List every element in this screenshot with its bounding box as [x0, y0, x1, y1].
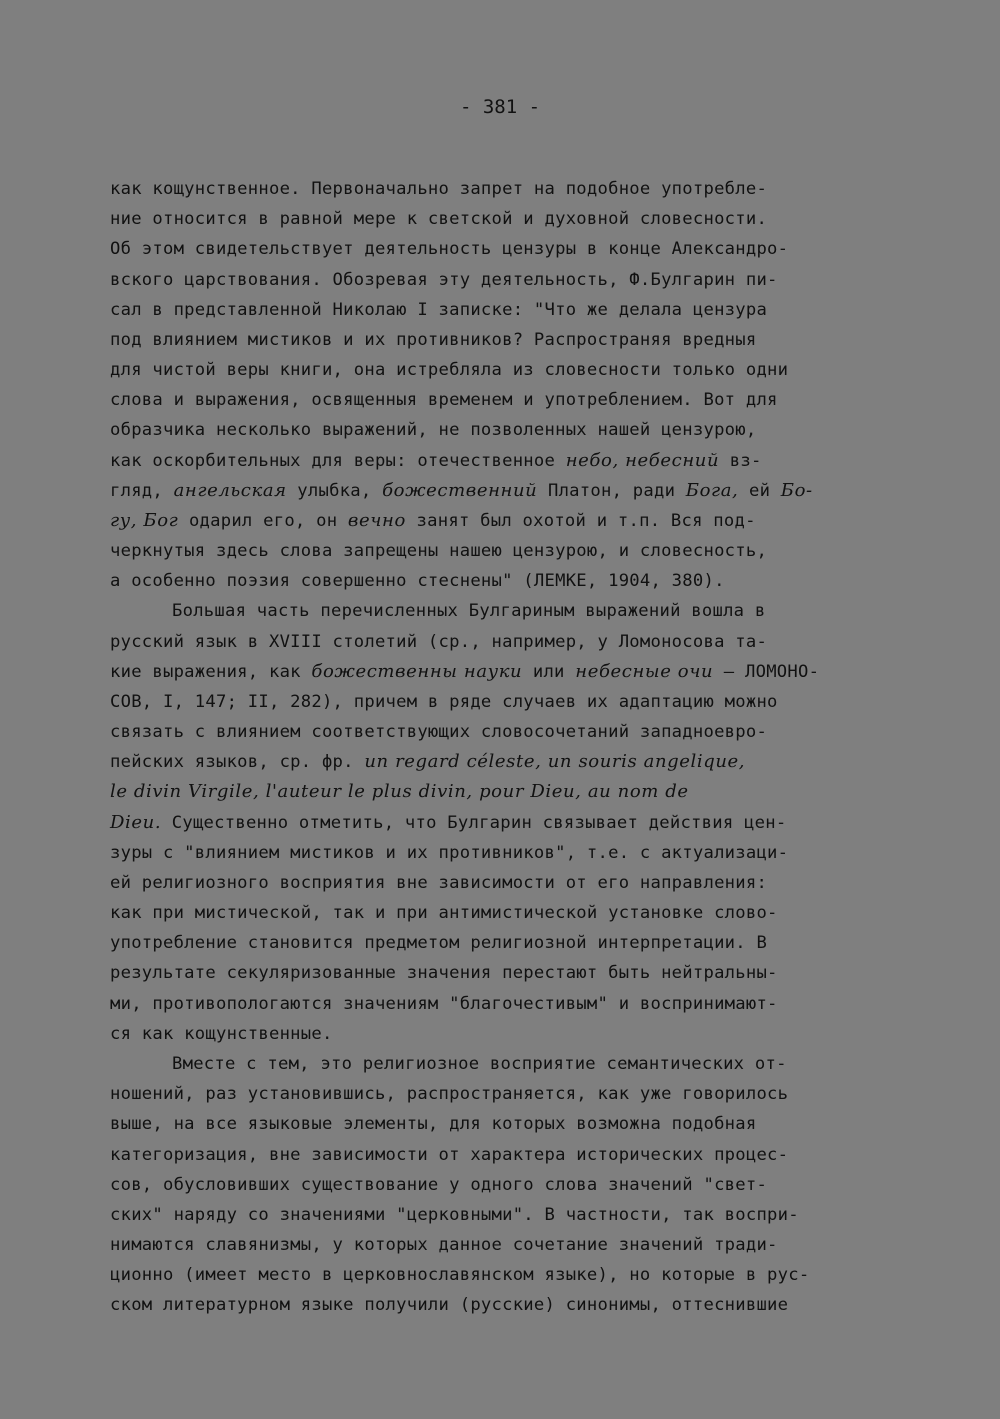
text-line [110, 808, 910, 838]
text-segment: зуры с "влиянием мистиков и их противников", т.е. с актуализаци- [110, 842, 789, 863]
text-line [110, 1049, 910, 1079]
text-segment: ношений, раз установившись, распространяется, как уже говорилось [110, 1084, 789, 1105]
text-line [110, 989, 910, 1019]
text-line [110, 657, 910, 687]
text-segment: – ЛОМОНО- [713, 661, 820, 682]
text-line [110, 265, 910, 295]
text-line [110, 506, 910, 536]
text-segment: Вместе с тем, это религиозное восприятие семантических от- [172, 1053, 787, 1074]
text-segment: результате секуляризованные значения перестают быть нейтральны- [110, 963, 778, 984]
text-line [110, 687, 910, 717]
text-segment: для чистой веры книги, она истребляла из словесности только одни [110, 360, 789, 381]
text-line [110, 1140, 910, 1170]
text-segment: ционно (имеет место в церковнославянском языке), но которые в рус- [110, 1265, 810, 1286]
text-segment: связать с влиянием соответствующих словосочетаний западноевро- [110, 722, 768, 743]
text-line [110, 566, 910, 596]
italic-text: Бога, [685, 479, 739, 501]
text-segment: вз- [719, 450, 762, 471]
text-line [110, 596, 910, 626]
text-segment: употребление становится предметом религиозной интерпретации. В [110, 933, 768, 954]
text-segment: вского царствования. Обозревая эту деятельность, Ф.Булгарин пи- [110, 269, 778, 290]
text-segment: а особенно поэзия совершенно стеснены" (ЛЕМКЕ, 1904, 380). [110, 571, 725, 592]
text-segment: ей религиозного восприятия вне зависимости от его направления: [110, 872, 768, 893]
text-line [110, 476, 910, 506]
text-segment: Большая часть перечисленных Булгариным выражений вошла в [172, 601, 766, 622]
text-line [110, 1019, 910, 1049]
text-segment: ние относится в равной мере к светской и духовной словесности. [110, 209, 768, 230]
text-line [110, 717, 910, 747]
text-line [110, 1170, 910, 1200]
text-line [110, 355, 910, 385]
text-line [110, 415, 910, 445]
text-line [110, 1079, 910, 1109]
italic-text: гу, Бог [110, 509, 179, 531]
page-number: - 381 - [459, 96, 541, 118]
italic-text: un regard céleste, un souris angelique, [364, 751, 746, 773]
text-line [110, 747, 910, 777]
text-segment: пейских языков, ср. фр. [110, 752, 365, 773]
text-line [110, 174, 910, 204]
text-segment: ских" наряду со значениями "церковными". В частности, так воспри- [110, 1204, 799, 1225]
text-segment: ском литературном языке получили (русские) синонимы, оттеснившие [110, 1295, 789, 1316]
text-line [110, 928, 910, 958]
text-line [110, 1200, 910, 1230]
text-segment: как при мистической, так и при антимистической установке слово- [110, 903, 778, 924]
italic-text: le divin Virgile, l'auteur le plus divin, pour Dieu, au nom de [110, 781, 689, 803]
text-line [110, 234, 910, 264]
italic-text: Dieu. [110, 811, 162, 833]
italic-text: божественний [382, 479, 538, 501]
text-segment: ей [738, 480, 781, 501]
text-segment: как кощунственное. Первоначально запрет на подобное употребле- [110, 179, 768, 199]
text-segment: Платон, ради [537, 480, 686, 501]
text-segment: выше, на все языковые элементы, для которых возможна подобная [110, 1114, 757, 1135]
text-segment: сал в представленной Николаю I записке: "Что же делала цензура [110, 299, 768, 320]
text-line [110, 1109, 910, 1139]
text-line [110, 295, 910, 325]
text-line [110, 1260, 910, 1290]
text-segment: или [522, 661, 576, 682]
text-line [110, 777, 910, 807]
text-segment: русский язык в XVIII столетий (ср., например, у Ломоносова та- [110, 631, 768, 652]
italic-text: ангельская [173, 479, 287, 501]
italic-text: небо, небесний [565, 449, 720, 471]
text-segment: кие выражения, как [110, 661, 312, 682]
text-line [110, 1290, 910, 1320]
text-line [110, 325, 910, 355]
text-segment: Существенно отметить, что Булгарин связывает действия цен- [161, 812, 787, 833]
text-segment: как оскорбительных для веры: отечественное [110, 450, 566, 471]
text-segment: нимаются славянизмы, у которых данное сочетание значений тради- [110, 1235, 778, 1256]
text-line [110, 536, 910, 566]
text-segment: Об этом свидетельствует деятельность цензуры в конце Александро- [110, 239, 789, 260]
text-line [110, 868, 910, 898]
text-line [110, 204, 910, 234]
text-segment: ся как кощунственные. [110, 1023, 333, 1044]
text-segment: черкнутыя здесь слова запрещены нашею цензурою, и словесность, [110, 541, 768, 562]
body-text [110, 174, 910, 1321]
text-line [110, 838, 910, 868]
text-line [110, 1230, 910, 1260]
text-line [110, 627, 910, 657]
text-segment: ми, противопологаются значениям "благочестивым" и воспринимают- [110, 993, 778, 1014]
text-segment: под влиянием мистиков и их противников? Распространяя вредныя [110, 329, 757, 350]
text-segment: слова и выражения, освященныя временем и употреблением. Вот для [110, 390, 778, 411]
text-segment: одарил его, он [178, 510, 348, 531]
text-line [110, 385, 910, 415]
italic-text: небесные очи [575, 660, 714, 682]
text-line [110, 958, 910, 988]
text-segment: образчика несколько выражений, не позволенных нашей цензурою, [110, 420, 757, 441]
text-segment: гляд, [110, 480, 174, 501]
text-segment: категоризация, вне зависимости от характера исторических процес- [110, 1144, 789, 1165]
italic-text: Бо- [780, 479, 813, 501]
text-line [110, 898, 910, 928]
text-segment: улыбка, [286, 480, 383, 501]
text-segment: СОВ, I, 147; II, 282), причем в ряде случаев их адаптацию можно [110, 691, 778, 712]
text-line [110, 446, 910, 476]
italic-text: божественны науки [311, 660, 523, 682]
text-segment: занят был охотой и т.п. Вся под- [405, 510, 756, 531]
italic-text: вечно [347, 509, 406, 531]
text-segment: сов, обусловивших существование у одного слова значений "свет- [110, 1174, 768, 1195]
